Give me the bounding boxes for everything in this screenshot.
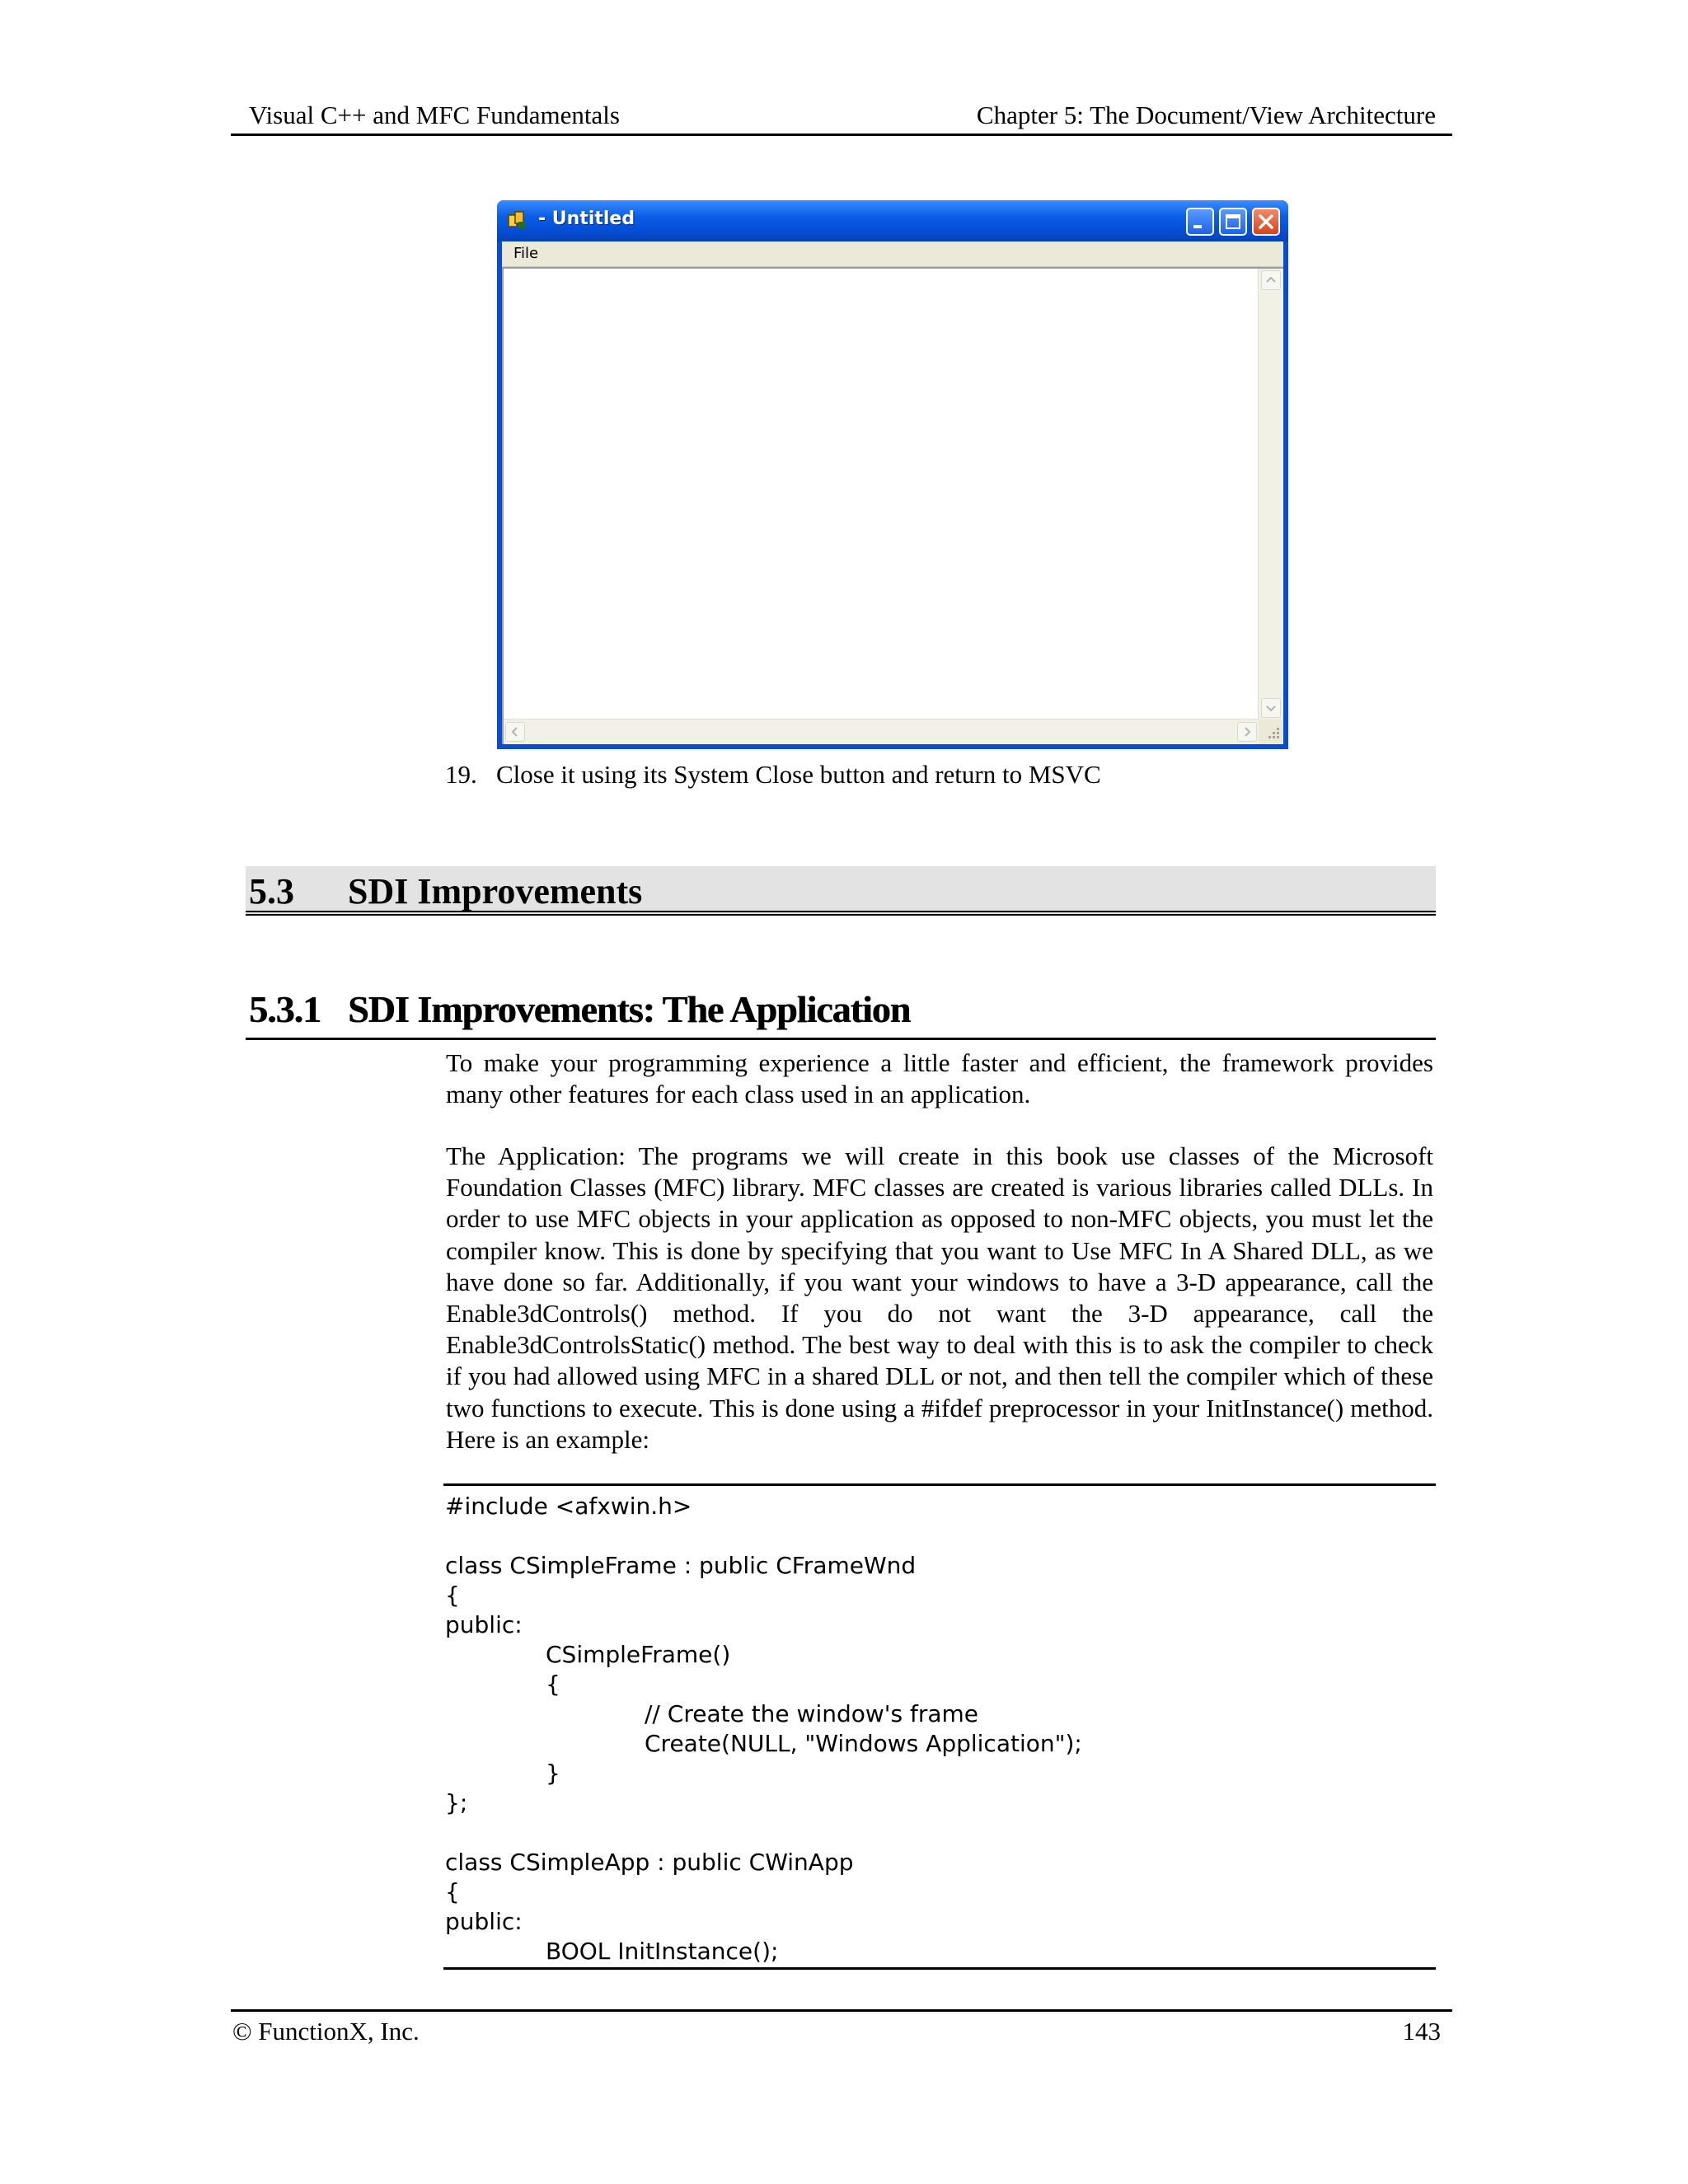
menu-file: File	[513, 245, 539, 262]
subsection-heading	[246, 986, 1436, 1040]
window-client-area	[502, 267, 1283, 744]
chevron-right-icon	[1238, 723, 1256, 741]
window-title-bar	[497, 200, 1288, 241]
minimize-icon	[1188, 209, 1212, 234]
intro-paragraph: To make your programming experience a little faster and efficient, the framework provides many other features for each class used in an application.	[446, 1048, 1433, 1109]
code-line: class CSimpleFrame : public CFrameWnd	[445, 1552, 917, 1579]
maximize-button	[1219, 208, 1247, 236]
close-icon	[1254, 209, 1278, 234]
window-title: - Untitled	[538, 209, 635, 229]
scroll-right-button	[1237, 722, 1257, 742]
code-line: {	[546, 1671, 560, 1698]
minimize-button	[1186, 208, 1214, 236]
chevron-down-icon	[1262, 699, 1280, 717]
sdi-window-screenshot	[497, 200, 1288, 749]
maximize-icon	[1221, 209, 1245, 234]
header-book-title: Visual C++ and MFC Fundamentals	[249, 101, 620, 129]
code-line: Create(NULL, "Windows Application");	[645, 1730, 1082, 1757]
code-line: BOOL InitInstance();	[546, 1938, 779, 1965]
chevron-up-icon	[1262, 271, 1280, 289]
size-grip	[1259, 719, 1283, 744]
section-title: SDI Improvements	[348, 871, 643, 912]
resize-grip-icon	[1259, 719, 1283, 744]
code-line: }	[546, 1760, 560, 1787]
subsection-number: 5.3.1	[249, 988, 321, 1030]
application-paragraph: The Application: The programs we will create in this book use classes of the Microsoft Foundation Classes (MFC) library. MFC classes are created is various libraries called DLLs. In order to use MFC objects in your application as opposed to non-MFC objects, you must let the compiler know. This is done by specifying that you want to Use MFC In A Shared DLL, as we have done so far. Additionally, if you want your windows to have a 3-D appearance, call the Enable3dControls() method. If you do not want the 3-D appearance, call the Enable3dControlsStatic() method. The best way to deal with this is to ask the compiler to check if you had allowed using MFC in a shared DLL or not, and then tell the compiler which of these two functions to execute. This is done using a #ifdef preprocessor in your InitInstance() method. Here is an example:	[446, 1141, 1433, 1454]
section-number: 5.3	[249, 871, 294, 912]
footer-copyright: © FunctionX, Inc.	[232, 2017, 420, 2046]
code-line: public:	[445, 1908, 523, 1935]
step-number: 19.	[445, 760, 477, 789]
section-heading	[246, 866, 1436, 916]
code-line: {	[445, 1582, 460, 1609]
header-chapter-title: Chapter 5: The Document/View Architecture	[976, 101, 1436, 129]
code-line: CSimpleFrame()	[546, 1641, 731, 1668]
code-line: {	[445, 1878, 460, 1905]
code-line: };	[445, 1789, 468, 1816]
scroll-up-button	[1261, 270, 1281, 290]
code-line: #include <afxwin.h>	[445, 1493, 692, 1520]
page-number: 143	[1402, 2017, 1441, 2046]
mfc-app-icon	[507, 210, 528, 230]
page-footer	[231, 2009, 1452, 2048]
step-text: Close it using its System Close button and return to MSVC	[496, 760, 1101, 789]
window-menu-bar	[502, 241, 1283, 267]
subsection-title: SDI Improvements: The Application	[348, 988, 911, 1030]
vertical-scrollbar	[1258, 269, 1283, 719]
code-line: // Create the window's frame	[645, 1700, 979, 1727]
horizontal-scrollbar	[504, 719, 1259, 744]
code-line: class CSimpleApp : public CWinApp	[445, 1849, 854, 1876]
page-header	[231, 97, 1452, 136]
scroll-down-button	[1261, 698, 1281, 718]
chevron-left-icon	[506, 723, 524, 741]
scroll-left-button	[505, 722, 525, 742]
code-line: public:	[445, 1611, 523, 1638]
code-listing	[443, 1483, 1436, 1970]
close-button	[1252, 208, 1280, 236]
